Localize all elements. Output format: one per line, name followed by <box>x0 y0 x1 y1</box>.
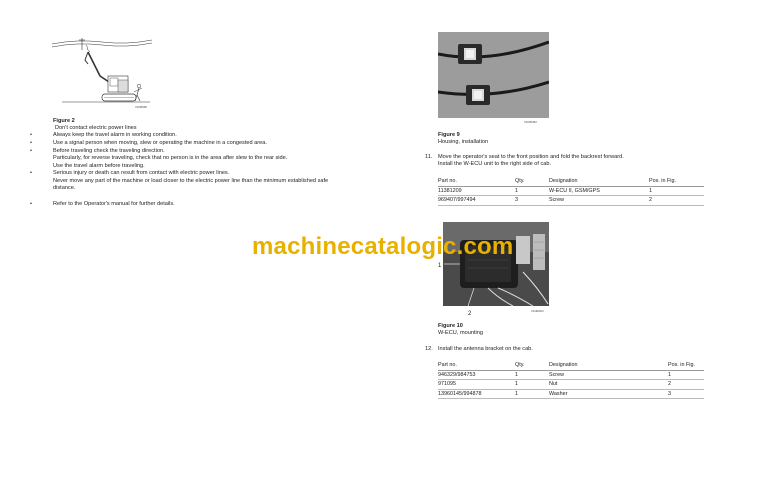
column-header: Designation <box>549 362 578 369</box>
column-header: Pos. in Fig. <box>649 178 676 185</box>
figure-9-caption: Housing, installation <box>438 139 489 145</box>
step-11-line-1: Move the operator's seat to the front position and fold the backrest forward. <box>438 154 624 160</box>
step-12-number: 12. <box>425 346 433 352</box>
figure-10-caption: W-ECU, mounting <box>438 330 483 336</box>
figure-9-image <box>438 32 549 126</box>
step-11-number: 11. <box>425 154 433 160</box>
figure-10-title: Figure 10 <box>438 323 463 329</box>
step-12-line-1: Install the antenna bracket on the cab. <box>438 346 533 352</box>
table-cell: 3 <box>668 390 671 397</box>
column-header: Part no. <box>438 178 457 185</box>
column-header: Designation <box>549 178 578 185</box>
table-cell: Nut <box>549 381 558 388</box>
housing-photo <box>438 32 549 126</box>
figure-9-title: Figure 9 <box>438 132 460 138</box>
table-row <box>438 370 704 380</box>
table-cell: 2 <box>668 381 671 388</box>
table-header-row <box>438 361 704 370</box>
table-cell: 3 <box>515 197 518 204</box>
table-row <box>438 196 704 206</box>
figure-2-title: Figure 2 <box>53 118 75 124</box>
table-cell: 971095 <box>438 381 456 388</box>
table-cell: Washer <box>549 390 568 397</box>
column-header: Part no. <box>438 362 457 369</box>
table-cell: Screw <box>549 197 564 204</box>
column-header: Qty. <box>515 362 525 369</box>
table-cell: 946329/984753 <box>438 371 476 378</box>
table-cell: 1 <box>668 371 671 378</box>
table-cell: 1 <box>515 371 518 378</box>
table-cell: 1 <box>515 390 518 397</box>
column-header: Pos. in Fig. <box>668 362 695 369</box>
figure-2-caption: Don't contact electric power lines <box>55 125 137 131</box>
table-cell: 969407/997494 <box>438 197 476 204</box>
table-cell: 1 <box>649 187 652 194</box>
table-row <box>438 186 704 196</box>
table-cell: 11381209 <box>438 187 462 194</box>
parts-table-1 <box>438 177 704 206</box>
table-cell: 1 <box>515 187 518 194</box>
table-row <box>438 389 704 399</box>
excavator-powerline-illustration <box>52 36 152 116</box>
table-row <box>438 380 704 390</box>
table-cell: 1 <box>515 381 518 388</box>
figure-9-code: V1035452 <box>524 120 537 124</box>
figure-10-code: V1190323 <box>531 309 544 313</box>
callout-2: 2 <box>468 311 472 317</box>
parts-table-2 <box>438 361 704 399</box>
column-header: Qty. <box>515 178 525 185</box>
table-cell: 13960145/994878 <box>438 390 482 397</box>
callout-1: 1 <box>438 263 442 269</box>
figure-2-code: V1035080 <box>135 106 147 109</box>
watermark: machinecatalogic.com <box>252 233 514 260</box>
table-cell: Screw <box>549 371 564 378</box>
figure-2-image <box>52 36 152 116</box>
table-header-row <box>438 177 704 186</box>
step-11-line-2: Install the W-ECU unit to the right side of cab. <box>438 161 552 167</box>
table-cell: W-ECU II, GSM/GPS <box>549 187 600 194</box>
table-cell: 2 <box>649 197 652 204</box>
